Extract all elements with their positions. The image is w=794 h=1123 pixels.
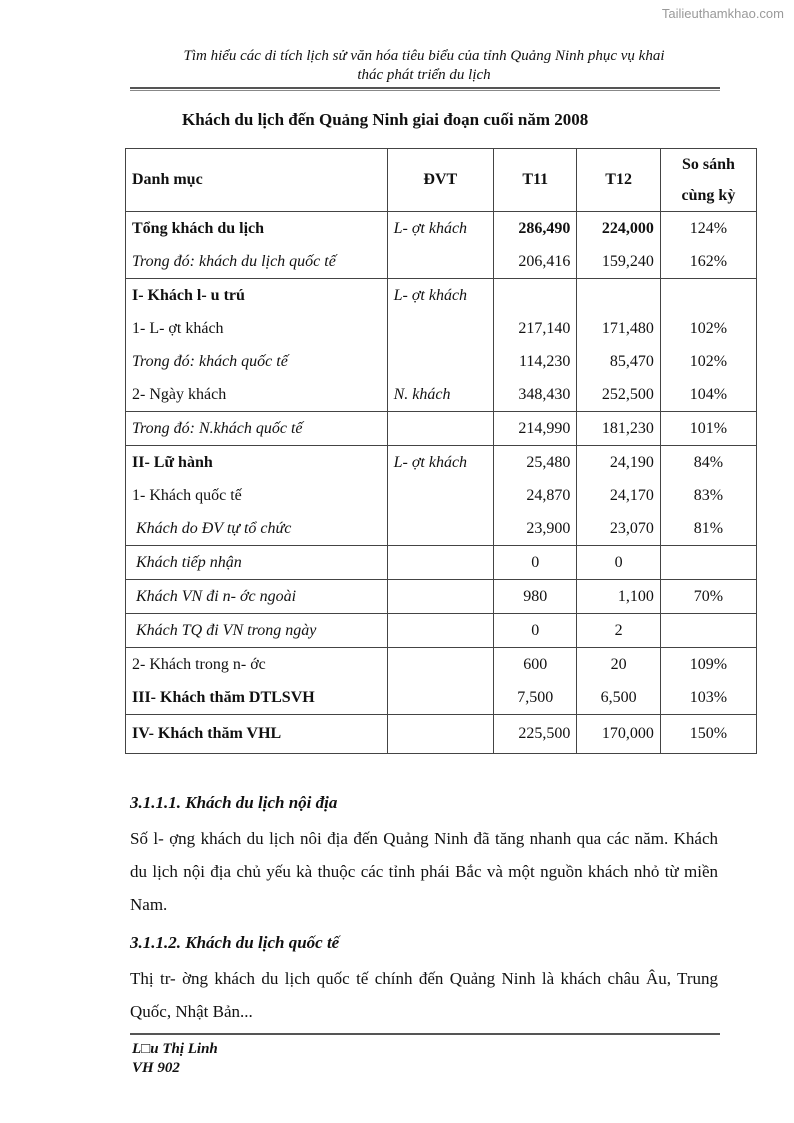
row-name: Tổng khách du lịch bbox=[126, 212, 388, 246]
row-name: 2- Ngày khách bbox=[126, 378, 388, 412]
row-compare: 101% bbox=[660, 412, 756, 446]
row-compare: 102% bbox=[660, 312, 756, 345]
table-row bbox=[126, 580, 757, 614]
header-rule bbox=[130, 87, 720, 89]
row-name bbox=[126, 580, 388, 614]
header-line-2: thác phát triển du lịch bbox=[357, 67, 491, 83]
row-unit bbox=[387, 479, 493, 512]
row-t12: 170,000 bbox=[577, 715, 660, 754]
row-name bbox=[126, 614, 388, 648]
row-t12: 6,500 bbox=[577, 681, 660, 715]
row-compare: 124% bbox=[660, 212, 756, 246]
row-t11: 0 bbox=[494, 546, 577, 580]
row-t12: 224,000 bbox=[577, 212, 660, 246]
table-row bbox=[126, 378, 757, 412]
header-line-1: Tìm hiểu các di tích lịch sử văn hóa tiêu biểu của tỉnh Quảng Ninh phục vụ khai bbox=[183, 48, 665, 64]
row-name: IV- Khách thăm VHL bbox=[126, 715, 388, 754]
row-compare: 150% bbox=[660, 715, 756, 754]
row-unit bbox=[387, 245, 493, 279]
row-t11: 600 bbox=[494, 648, 577, 682]
section-heading-international: 3.1.1.2. Khách du lịch quốc tế bbox=[130, 933, 340, 952]
row-t11: 114,230 bbox=[494, 345, 577, 378]
table-row bbox=[126, 479, 757, 512]
row-unit bbox=[387, 512, 493, 546]
table-row bbox=[126, 446, 757, 480]
row-compare: 103% bbox=[660, 681, 756, 715]
footer-class: VH 902 bbox=[132, 1060, 180, 1076]
row-compare: 104% bbox=[660, 378, 756, 412]
row-name-text: Khách TQ đi VN trong ngày bbox=[136, 621, 317, 639]
table-row bbox=[126, 681, 757, 715]
row-t11: 206,416 bbox=[494, 245, 577, 279]
row-t12: 24,190 bbox=[577, 446, 660, 480]
row-t11: 348,430 bbox=[494, 378, 577, 412]
row-t12: 85,470 bbox=[577, 345, 660, 378]
row-t11: 217,140 bbox=[494, 312, 577, 345]
header-category: Danh mục bbox=[126, 149, 388, 212]
row-t11: 214,990 bbox=[494, 412, 577, 446]
row-name: Trong đó: khách quốc tế bbox=[126, 345, 388, 378]
row-name: 1- Khách quốc tế bbox=[126, 479, 388, 512]
row-unit: L- ợt khách bbox=[387, 279, 493, 313]
table-row bbox=[126, 345, 757, 378]
statistics-table bbox=[125, 148, 757, 754]
table-row bbox=[126, 648, 757, 682]
table-row bbox=[126, 312, 757, 345]
row-name: II- Lữ hành bbox=[126, 446, 388, 480]
row-t12: 24,170 bbox=[577, 479, 660, 512]
table-row bbox=[126, 715, 757, 754]
row-t12: 0 bbox=[577, 546, 660, 580]
row-t11: 0 bbox=[494, 614, 577, 648]
row-unit bbox=[387, 580, 493, 614]
table-title: Khách du lịch đến Quảng Ninh giai đoạn cuối năm 2008 bbox=[182, 110, 589, 129]
row-unit: N. khách bbox=[387, 378, 493, 412]
row-t12: 1,100 bbox=[577, 580, 660, 614]
row-compare: 162% bbox=[660, 245, 756, 279]
row-compare: 70% bbox=[660, 580, 756, 614]
header-compare-line2: cùng kỳ bbox=[681, 187, 736, 204]
row-unit bbox=[387, 648, 493, 682]
row-unit bbox=[387, 681, 493, 715]
row-unit bbox=[387, 546, 493, 580]
row-name-text: Khách VN đi n- ớc ngoài bbox=[136, 587, 297, 605]
row-compare: 83% bbox=[660, 479, 756, 512]
row-t11: 225,500 bbox=[494, 715, 577, 754]
row-t11: 25,480 bbox=[494, 446, 577, 480]
row-t11: 980 bbox=[494, 580, 577, 614]
table-row bbox=[126, 614, 757, 648]
row-t12: 23,070 bbox=[577, 512, 660, 546]
row-unit: L- ợt khách bbox=[387, 446, 493, 480]
row-unit bbox=[387, 312, 493, 345]
row-compare bbox=[660, 279, 756, 313]
row-t12 bbox=[577, 279, 660, 313]
row-name-text: Khách tiếp nhận bbox=[136, 553, 242, 571]
header-rule-thin bbox=[130, 90, 720, 91]
table-row bbox=[126, 212, 757, 246]
row-t12: 2 bbox=[577, 614, 660, 648]
row-t12: 181,230 bbox=[577, 412, 660, 446]
table-header-row bbox=[126, 149, 757, 212]
header-unit: ĐVT bbox=[387, 149, 493, 212]
footer-author: L□u Thị Linh bbox=[132, 1041, 218, 1057]
page-header bbox=[128, 47, 720, 85]
row-name: 2- Khách trong n- ớc bbox=[126, 648, 388, 682]
watermark: Tailieuthamkhao.com bbox=[661, 6, 784, 21]
row-unit bbox=[387, 412, 493, 446]
row-t11 bbox=[494, 279, 577, 313]
row-name: 1- L- ợt khách bbox=[126, 312, 388, 345]
paragraph-domestic: Số l- ợng khách du lịch nôi địa đến Quảng Ninh đã tăng nhanh qua các năm. Khách du lịch nội địa chủ yếu kà thuộc các tỉnh phái Bắc và một nguồn khách nhỏ từ miền Nam. bbox=[130, 829, 718, 914]
table-row bbox=[126, 412, 757, 446]
header-t11: T11 bbox=[494, 149, 577, 212]
row-compare bbox=[660, 614, 756, 648]
row-name: I- Khách l- u trú bbox=[126, 279, 388, 313]
table-row bbox=[126, 512, 757, 546]
row-t11: 7,500 bbox=[494, 681, 577, 715]
row-name: Trong đó: N.khách quốc tế bbox=[126, 412, 388, 446]
footer-rule bbox=[130, 1033, 720, 1035]
row-compare bbox=[660, 546, 756, 580]
row-name: III- Khách thăm DTLSVH bbox=[126, 681, 388, 715]
row-unit bbox=[387, 715, 493, 754]
row-compare: 81% bbox=[660, 512, 756, 546]
row-compare: 84% bbox=[660, 446, 756, 480]
paragraph-international: Thị tr- ờng khách du lịch quốc tế chính đến Quảng Ninh là khách châu Âu, Trung Quốc, Nhật Bản... bbox=[130, 969, 718, 1021]
row-t11: 286,490 bbox=[494, 212, 577, 246]
row-unit bbox=[387, 614, 493, 648]
row-t12: 20 bbox=[577, 648, 660, 682]
row-t12: 252,500 bbox=[577, 378, 660, 412]
table-row bbox=[126, 279, 757, 313]
row-t11: 23,900 bbox=[494, 512, 577, 546]
page-footer bbox=[132, 1040, 218, 1078]
row-name: Trong đó: khách du lịch quốc tế bbox=[126, 245, 388, 279]
section-heading-domestic: 3.1.1.1. Khách du lịch nội địa bbox=[130, 793, 338, 812]
row-t12: 159,240 bbox=[577, 245, 660, 279]
table-row bbox=[126, 546, 757, 580]
row-unit bbox=[387, 345, 493, 378]
row-t11: 24,870 bbox=[494, 479, 577, 512]
header-t12: T12 bbox=[577, 149, 660, 212]
row-compare: 102% bbox=[660, 345, 756, 378]
row-unit: L- ợt khách bbox=[387, 212, 493, 246]
row-t12: 171,480 bbox=[577, 312, 660, 345]
table-row bbox=[126, 245, 757, 279]
row-name-text: Khách do ĐV tự tổ chức bbox=[136, 519, 292, 537]
row-name bbox=[126, 546, 388, 580]
header-compare-line1: So sánh bbox=[681, 156, 735, 173]
row-name bbox=[126, 512, 388, 546]
header-compare bbox=[660, 149, 756, 212]
row-compare: 109% bbox=[660, 648, 756, 682]
